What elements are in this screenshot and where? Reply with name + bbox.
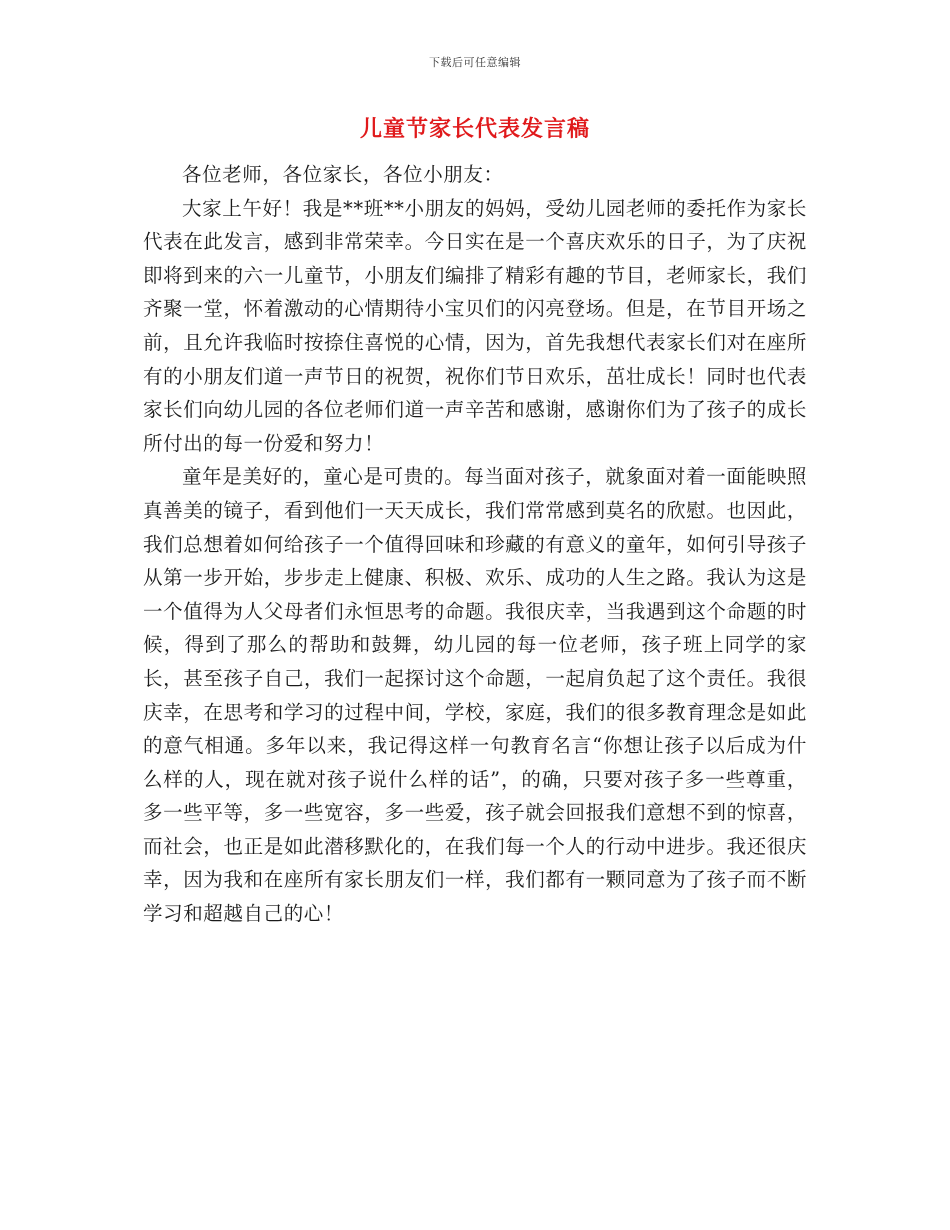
paragraph-greeting: 各位老师，各位家长，各位小朋友： [182, 163, 504, 186]
paragraph-opening: 大家上午好！我是**班**小朋友的妈妈，受幼儿园老师的委托作为家长代表在此发言，感到非常荣幸。今日实在是一个喜庆欢乐的日子，为了庆祝即将到来的六一儿童节，小朋友们编排了精彩有趣的节目，老师家长，我们齐聚一堂，怀着激动的心情期待小宝贝们的闪亮登场。但是，在节目开场之前，且允许我临时按捺住喜悦的心情，因为，首先我想代表家长们对在座所有的小朋友们道一声节日的祝贺，祝你们节日欢乐，茁壮成长！同时也代表家长们向幼儿园的各位老师们道一声辛苦和感谢，感谢你们为了孩子的成长所付出的每一份爱和努力！ [143, 196, 807, 455]
header-note: 下载后可任意编辑 [429, 56, 521, 69]
document-body [143, 158, 807, 931]
document-title: 儿童节家长代表发言稿 [359, 116, 590, 142]
paragraph-childhood: 童年是美好的，童心是可贵的。每当面对孩子，就象面对着一面能映照真善美的镜子，看到他们一天天成长，我们常常感到莫名的欣慰。也因此，我们总想着如何给孩子一个值得回味和珍藏的有意义的童年，如何引导孩子从第一步开始，步步走上健康、积极、欢乐、成功的人生之路。我认为这是一个值得为人父母者们永恒思考的命题。我很庆幸，当我遇到这个命题的时候，得到了那么的帮助和鼓舞，幼儿园的每一位老师，孩子班上同学的家长，甚至孩子自己，我们一起探讨这个命题，一起肩负起了这个责任。我很庆幸，在思考和学习的过程中间，学校，家庭，我们的很多教育理念是如此的意气相通。多年以来，我记得这样一句教育名言“你想让孩子以后成为什么样的人，现在就对孩子说什么样的话”，的确，只要对孩子多一些尊重，多一些平等，多一些宽容，多一些爱，孩子就会回报我们意想不到的惊喜，而社会，也正是如此潜移默化的，在我们每一个人的行动中进步。我还很庆幸，因为我和在座所有家长朋友们一样，我们都有一颗同意为了孩子而不断学习和超越自己的心！ [143, 465, 807, 926]
